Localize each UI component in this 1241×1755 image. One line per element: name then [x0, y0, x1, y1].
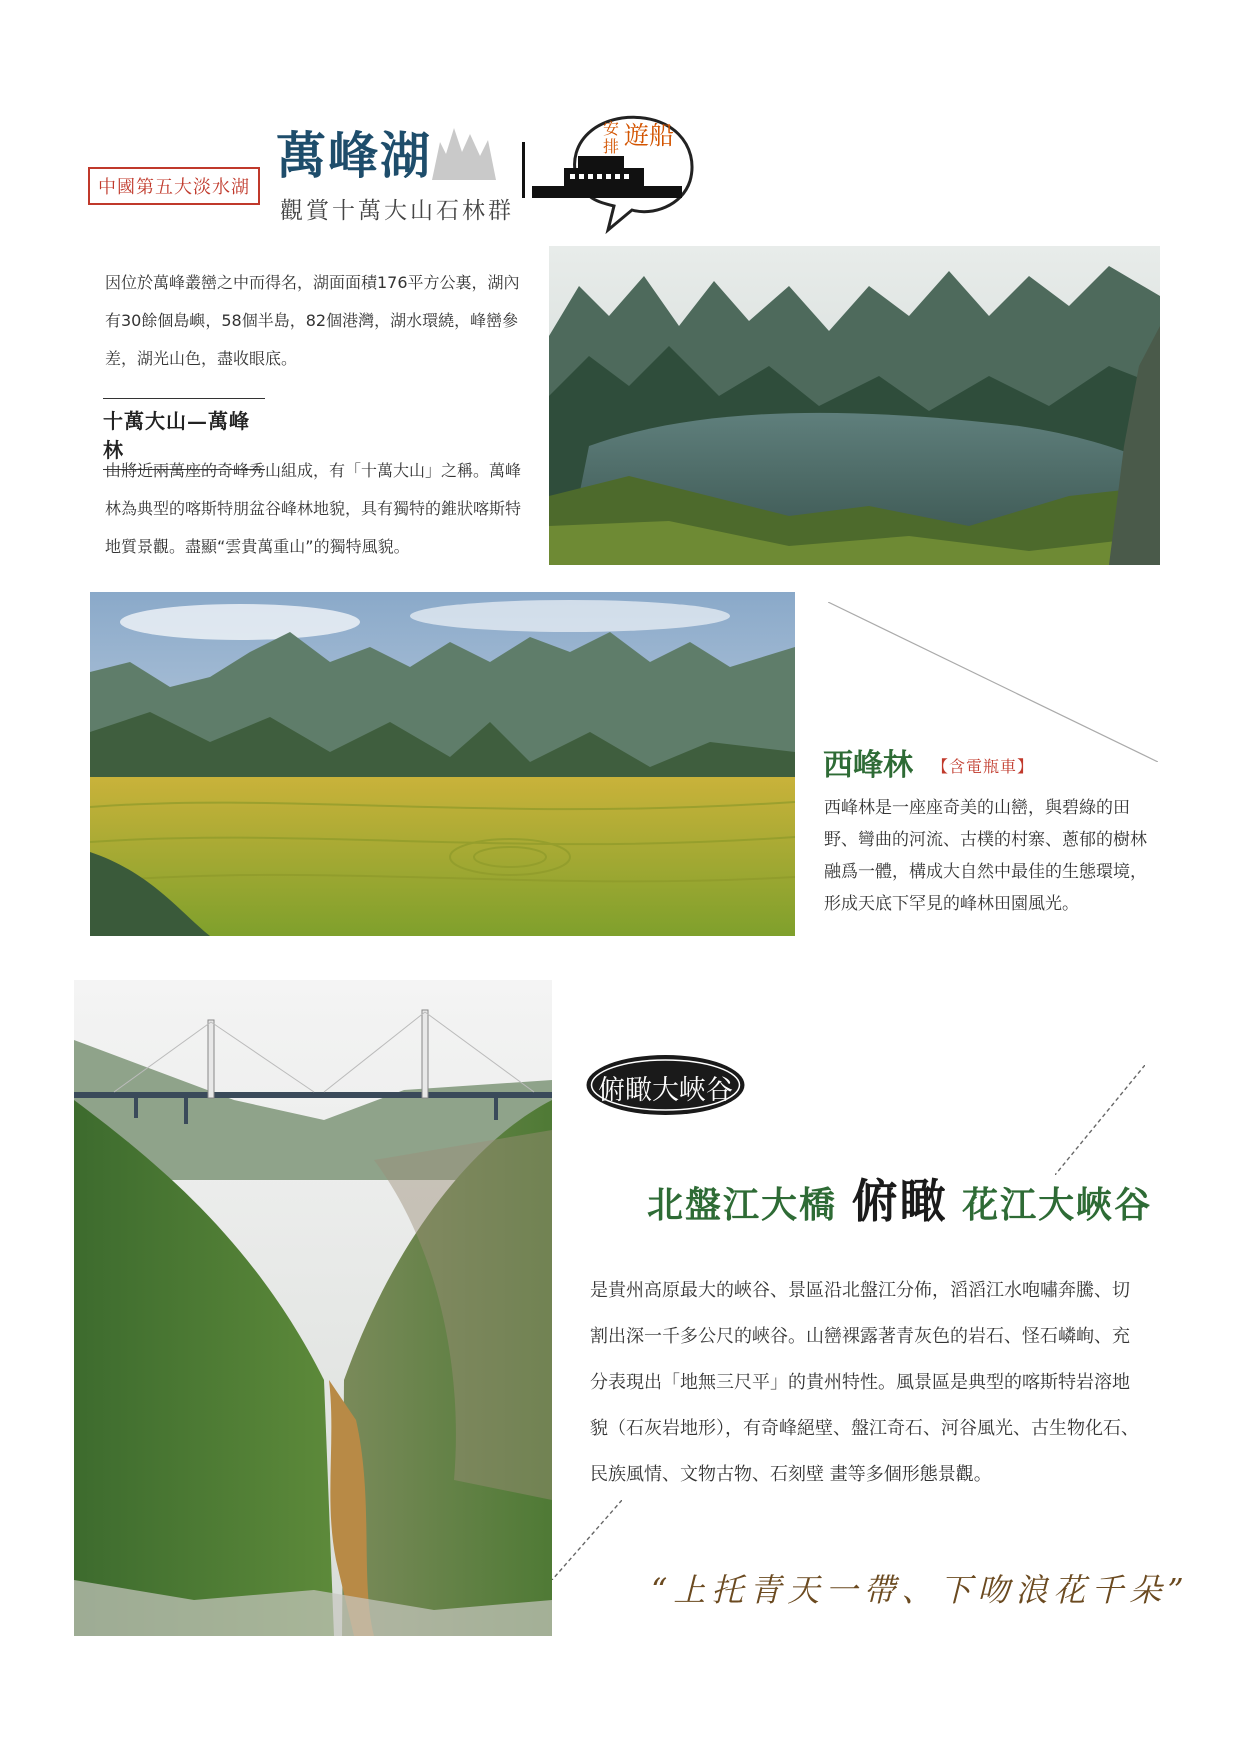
xifenglin-title: 西峰林	[823, 748, 913, 783]
lake-photo	[549, 246, 1160, 565]
canyon-title-left: 北盤江大橋	[647, 1184, 838, 1226]
canyon-title	[647, 1165, 1152, 1231]
decorative-line	[828, 602, 1158, 762]
decorative-line-dotted	[552, 1500, 622, 1580]
wanfenglin-text: 由將近兩萬座的奇峰秀山組成，有「十萬大山」之稱。萬峰林為典型的喀斯特朋盆谷峰林地貌，具有獨特的錐狀喀斯特地質景觀。盡顯“雲貴萬重山”的獨特風貌。	[105, 461, 522, 556]
lake-intro-text: 因位於萬峰叢巒之中而得名，湖面面積176平方公裏，湖內有30餘個島嶼，58個半島，82個港灣，湖水環繞，峰巒參差，湖光山色，盡收眼底。	[105, 273, 520, 368]
lake-rank-tag: 中國第五大淡水湖	[88, 167, 260, 205]
canyon-title-mid: 俯瞰	[851, 1174, 948, 1228]
canyon-quote: “上托青天一帶、下吻浪花千朵”	[651, 1571, 1190, 1609]
canyon-bridge-photo	[74, 980, 552, 1636]
wanfenglin-heading: 十萬大山—萬峰林	[103, 398, 265, 470]
page-subtitle: 觀賞十萬大山石林群	[280, 198, 514, 224]
xifenglin-photo	[90, 592, 795, 936]
shuttle-tag: 【含電瓶車】	[932, 757, 1035, 776]
ship-badge-large: 遊船	[624, 121, 675, 150]
ship-badge-small: 安排	[603, 119, 620, 156]
canyon-title-right: 花江大峽谷	[962, 1184, 1153, 1226]
mountain-icon	[432, 122, 496, 180]
decorative-line-dotted	[1055, 1065, 1145, 1175]
canyon-text: 是貴州高原最大的峽谷、景區沿北盤江分佈，滔滔江水咆嘯奔騰、切割出深一千多公尺的峽谷。山巒裸露著青灰色的岩石、怪石嶙峋、充分表現出「地無三尺平」的貴州特性。風景區是典型的喀斯特岩溶地貌（石灰岩地形），有奇峰絕壁、盤江奇石、河谷風光、古生物化石、民族風情、文物古物、石刻壁 畫等多個形態景觀。	[590, 1280, 1139, 1485]
page-title: 萬峰湖	[276, 126, 432, 185]
canyon-badge-label: 俯瞰大峽谷	[598, 1075, 733, 1106]
xifenglin-text: 西峰林是一座座奇美的山巒，與碧綠的田野、彎曲的河流、古樸的村寨、蔥郁的樹林融爲一體，構成大自然中最佳的生態環境，形成天底下罕見的峰林田園風光。	[824, 798, 1147, 914]
